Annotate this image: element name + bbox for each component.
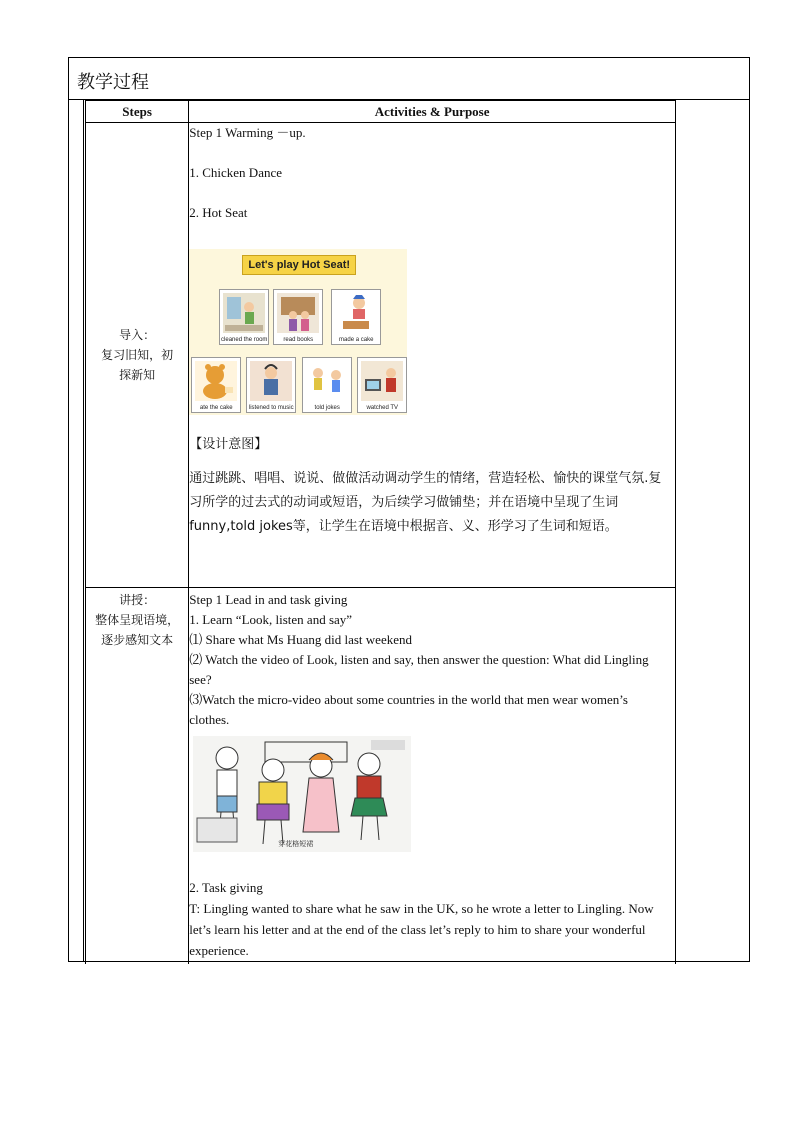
hot-seat-picture — [189, 249, 407, 415]
step-label-line: 探新知 — [119, 368, 156, 382]
tv-illustration-icon — [361, 361, 403, 401]
design-intent-text: 通过跳跳、唱唱、说说、做做活动调动学生的情绪，营造轻松、愉快的课堂气氛.复习所学的过去式的动词或短语，为后续学习做铺垫；并在语境中呈现了生词 funny,told jokes等，让学生在语境中根据音、义、形学习了生词和短语。 — [189, 471, 662, 534]
column-header-activities: Activities & Purpose — [189, 101, 676, 123]
card-caption: made a cake — [339, 337, 374, 343]
card-caption: told jokes — [314, 405, 340, 411]
picture-card — [219, 289, 269, 345]
reading-illustration-icon — [277, 293, 319, 333]
activity-item: 2. Hot Seat — [189, 205, 248, 220]
activity-item: 2. Task giving — [189, 880, 263, 895]
micro-video-picture — [193, 736, 411, 852]
table-header-row — [86, 101, 676, 123]
process-table — [85, 100, 676, 964]
step-label-line: 讲授： — [119, 593, 156, 607]
bear-illustration-icon — [195, 361, 237, 401]
hot-seat-title: Let's play Hot Seat! — [242, 255, 356, 275]
jokes-illustration-icon — [306, 361, 348, 401]
step-label-line: 逐步感知文本 — [101, 633, 174, 647]
activity-cell — [189, 588, 676, 965]
picture-card — [302, 357, 352, 413]
activity-cell — [189, 123, 676, 588]
step-label-line: 整体呈现语境， — [95, 613, 180, 627]
cake-illustration-icon — [335, 293, 377, 333]
table-row — [86, 588, 676, 965]
card-caption: ate the cake — [199, 405, 233, 411]
activity-subitem: ⑵ Watch the video of Look, listen and say, then answer the question: What did Lingling see? — [189, 652, 649, 687]
page-title: 教学过程 — [77, 72, 149, 93]
activity-subitem: ⑶Watch the micro-video about some countries in the world that men wear women’s clothes. — [189, 692, 628, 727]
column-header-steps: Steps — [86, 101, 189, 123]
cleaning-illustration-icon — [223, 293, 265, 333]
picture-card — [191, 357, 241, 413]
card-caption: listened to music — [248, 405, 294, 411]
activity-subitem: ⑴ Share what Ms Huang did last weekend — [189, 632, 412, 647]
step-label-cell — [86, 123, 189, 588]
step-label-line: 复习旧知，初 — [101, 348, 174, 362]
step-heading: Step 1 Warming －up. — [189, 125, 306, 140]
picture-card — [331, 289, 381, 345]
task-description: T: Lingling wanted to share what he saw in the UK, so he wrote a letter to Lingling. Now let’s learn his letter and at the end of the class let’s reply to him to share your wonderful experience. — [189, 901, 654, 958]
activity-item: 1. Chicken Dance — [189, 165, 283, 180]
video-subtitle: 穿花格短裙 — [278, 840, 314, 848]
music-illustration-icon — [250, 361, 292, 401]
table-row — [86, 123, 676, 588]
picture-card — [246, 357, 296, 413]
card-caption: read books — [283, 337, 314, 343]
design-intent-label: 【设计意图】 — [189, 437, 268, 452]
picture-card — [273, 289, 323, 345]
inner-border — [83, 100, 84, 962]
activity-item: 1. Learn “Look, listen and say” — [189, 612, 353, 627]
step-label-line: 导入： — [119, 328, 156, 342]
step-heading: Step 1 Lead in and task giving — [189, 592, 348, 607]
picture-card — [357, 357, 407, 413]
header-bar — [69, 58, 749, 100]
step-label-cell — [86, 588, 189, 965]
card-caption: cleaned the room — [221, 337, 268, 343]
card-caption: watched TV — [366, 405, 399, 411]
men-in-skirts-illustration-icon — [193, 736, 411, 852]
